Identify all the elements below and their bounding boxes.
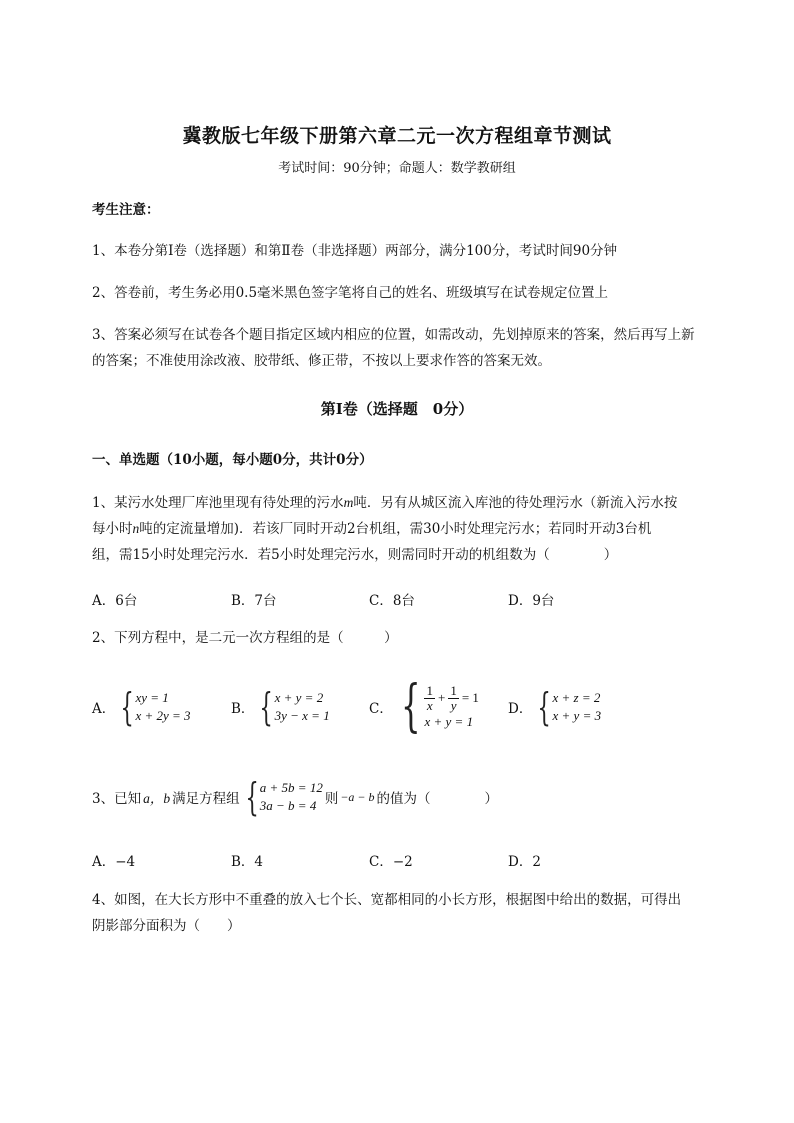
fraction: [448, 684, 459, 713]
equation: a + 5b = 12: [259, 780, 323, 795]
q1-option-a[interactable]: A．6台: [92, 593, 138, 609]
q1-text: 吨．另有从城区流入库池的待处理污水（新流入污水按: [353, 495, 678, 511]
left-brace-icon: {: [120, 685, 134, 729]
q1-line-2: [92, 516, 651, 542]
q3-text: 则: [324, 791, 339, 807]
equation-system: [260, 779, 323, 815]
q1-option-d[interactable]: D．9台: [508, 593, 555, 609]
equation: x + y = 3: [552, 708, 602, 723]
equation: xy = 1: [135, 690, 169, 705]
notice-heading: 考生注意：: [92, 202, 160, 218]
numerator: 1: [426, 682, 433, 698]
equation: 3y − x = 1: [274, 708, 330, 723]
q2-option-label: A．: [92, 701, 116, 717]
q3-text: 的值为（ ）: [376, 791, 499, 807]
q1-text: 1、某污水处理厂库池里现有待处理的污水: [92, 495, 344, 511]
q1-option-b[interactable]: B．7台: [231, 593, 277, 609]
left-brace-icon: {: [245, 775, 259, 819]
equation-system: [424, 684, 478, 731]
equation: 3a − b = 4: [259, 798, 317, 813]
q3-text: 3、已知: [92, 791, 142, 807]
q1-text: 每小时: [92, 521, 133, 537]
q2-option-b[interactable]: [231, 685, 330, 729]
equation-system: [275, 689, 330, 725]
q2-option-c[interactable]: [369, 674, 479, 739]
denominator: x: [426, 697, 433, 713]
q3-option-b[interactable]: B．4: [231, 854, 264, 870]
equation-fraction-row: [424, 684, 478, 713]
q2-option-label: B．: [231, 701, 255, 717]
document-subtitle: 考试时间：90分钟；命题人：数学教研组: [278, 161, 516, 176]
notice-item-2: 2、答卷前，考生务必用0.5毫米黑色签字笔将自己的姓名、班级填写在试卷规定位置上: [92, 285, 609, 301]
left-brace-icon: {: [400, 674, 421, 739]
equation: x + y = 1: [424, 713, 474, 729]
section-title: 第Ⅰ卷（选择题 0分）: [320, 400, 474, 418]
document-title: 冀教版七年级下册第六章二元一次方程组章节测试: [182, 125, 612, 147]
notice-item-3-line-1: 3、答案必须写在试卷各个题目指定区域内相应的位置，如需改动，先划掉原来的答案，然后再写上新: [92, 327, 695, 343]
q1-text: 吨的定流量增加)．若该厂同时开动2台机组，需30小时处理完污水；若同时开动3台机: [139, 521, 652, 537]
equation: x + z = 2: [552, 690, 601, 705]
q3-vars: a，b: [143, 791, 171, 806]
q3-option-d[interactable]: D．2: [508, 854, 541, 870]
plus-sign: +: [437, 690, 446, 705]
left-brace-icon: {: [259, 685, 274, 729]
q3-text: 满足方程组: [172, 791, 240, 807]
q3-expression: −a − b: [340, 789, 375, 804]
q1-var-n: n: [132, 521, 140, 536]
equation-rhs: = 1: [461, 690, 479, 705]
q3-option-c[interactable]: C．−2: [369, 854, 413, 870]
q2-option-label: C．: [369, 701, 393, 717]
equation: x + 2y = 3: [135, 708, 191, 723]
q4-line-1: 4、如图，在大长方形中不重叠的放入七个长、宽都相同的小长方形，根据图中给出的数据，可得出: [92, 892, 682, 908]
q1-var-m: m: [343, 495, 354, 510]
q2-option-label: D．: [508, 701, 533, 717]
q4-line-2: 阴影部分面积为（ ）: [92, 918, 241, 934]
q2-stem: 2、下列方程中，是二元一次方程组的是（ ）: [92, 630, 398, 646]
notice-item-3-line-2: 的答案；不准使用涂改液、胶带纸、修正带，不按以上要求作答的答案无效。: [92, 353, 551, 369]
q2-option-d[interactable]: [508, 685, 602, 729]
q3-option-a[interactable]: A．−4: [92, 854, 136, 870]
part-title: 一、单选题（10小题，每小题0分，共计0分）: [92, 452, 373, 468]
q3-stem: [92, 775, 499, 819]
q1-line-3: 组，需15小时处理完污水．若5小时处理完污水，则需同时开动的机组数为（ ）: [92, 547, 618, 563]
q1-option-c[interactable]: C．8台: [369, 593, 415, 609]
equation-system: [135, 689, 190, 725]
q2-option-a[interactable]: [92, 685, 191, 729]
fraction: [424, 684, 435, 713]
equation-system: [553, 689, 602, 725]
notice-item-1: 1、本卷分第Ⅰ卷（选择题）和第Ⅱ卷（非选择题）两部分，满分100分，考试时间90分钟: [92, 243, 618, 259]
equation: x + y = 2: [274, 690, 324, 705]
q1-line-1: [92, 490, 677, 516]
left-brace-icon: {: [537, 685, 552, 729]
denominator: y: [450, 697, 457, 713]
numerator: 1: [450, 682, 457, 698]
